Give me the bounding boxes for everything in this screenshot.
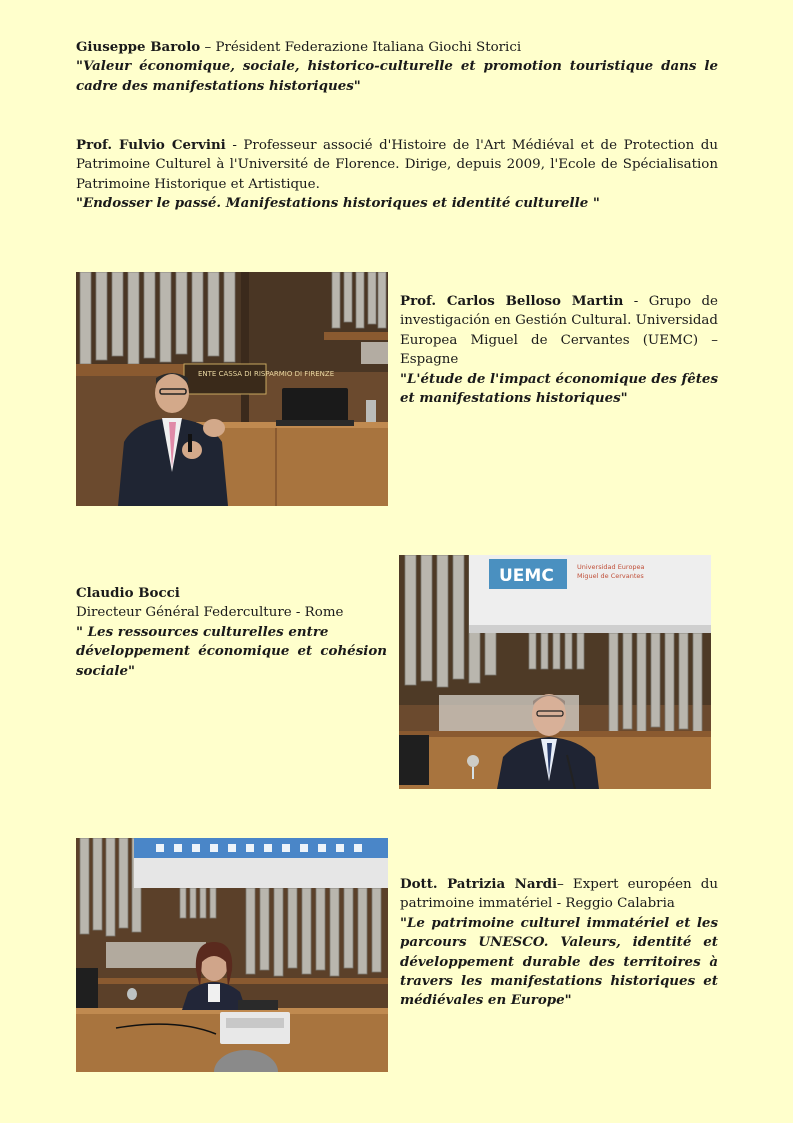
speaker-name: Prof. Fulvio Cervini: [76, 137, 226, 153]
speaker-barolo: [76, 38, 718, 96]
speaker-role: – Expert européen du patrimoine immatériel - Reggio Calabria: [400, 877, 718, 912]
talk-title: "L'étude de l'impact économique des fêtes et manifestations historiques": [400, 370, 718, 407]
speaker-belloso: [400, 292, 718, 408]
talk-title: "Valeur économique, sociale, historico-culturelle et promotion touristique dans le cadre des manifestations historiques": [76, 58, 718, 94]
speaker-name: Claudio Bocci: [76, 585, 180, 601]
talk-title: "Endosser le passé. Manifestations historiques et identité culturelle ": [76, 195, 600, 212]
speaker-bocci: [76, 584, 387, 681]
talk-title-line-2: développement économique et cohésion sociale": [76, 643, 387, 679]
speaker-role: - Grupo de investigación en Gestión Cultural. Universidad Europea Miguel de Cervantes (UEMC) – Espagne: [400, 294, 718, 368]
speaker-name: Giuseppe Barolo: [76, 39, 201, 55]
speaker-role: - Professeur associé d'Histoire de l'Art Médiéval et de Protection du Patrimoine Culturel à l'Université de Florence. Dirige, depuis 2009, l'Ecole de Spécialisation Patrimoine Historique et Artistique.: [76, 138, 718, 192]
photo-belloso-podium: [76, 272, 388, 506]
speaker-name: Prof. Carlos Belloso Martin: [400, 293, 624, 309]
photo-nardi-panel: [76, 838, 388, 1072]
screen-subtitle-2: Miguel de Cervantes: [577, 572, 644, 580]
screen-subtitle-1: Universidad Europea: [577, 563, 645, 571]
speaker-cervini: [76, 136, 718, 214]
speaker-name: Dott. Patrizia Nardi: [400, 876, 558, 892]
speaker-nardi: [400, 875, 718, 1011]
speaker-role: Directeur Général Federculture - Rome: [76, 605, 344, 621]
talk-title-line-1: " Les ressources culturelles entre: [76, 623, 329, 640]
speaker-role: – Président Federazione Italiana Giochi Storici: [200, 40, 522, 55]
talk-title: "Le patrimoine culturel immatériel et les parcours UNESCO. Valeurs, identité et développement durable des territoires à travers les manifestations historiques et médiévales en Europe": [400, 914, 718, 1009]
screen-logo: UEMC: [499, 566, 554, 586]
podium-sign-text: ENTE CASSA DI RISPARMIO DI FIRENZE: [198, 370, 335, 378]
photo-bocci-panel: [399, 555, 711, 789]
